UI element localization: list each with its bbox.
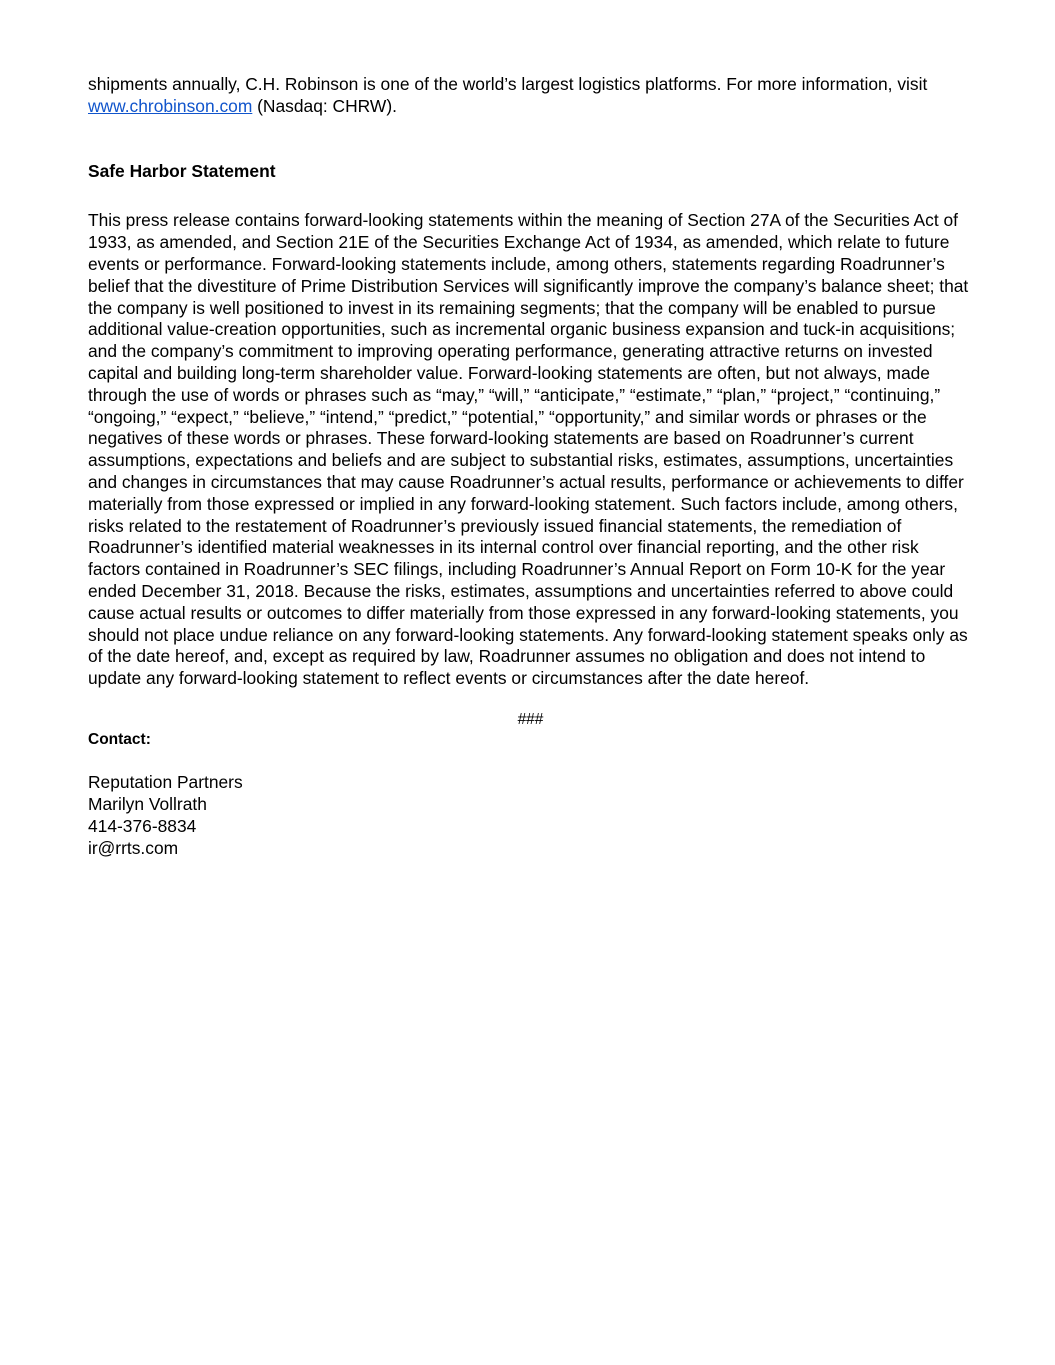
chrobinson-link[interactable]: www.chrobinson.com: [88, 95, 253, 116]
intro-text: shipments annually, C.H. Robinson is one of the world’s largest logistics platforms. For more information, visit: [88, 74, 928, 94]
document-page: [88, 74, 973, 859]
contact-email: ir@rrts.com: [88, 837, 179, 858]
contact-company: Reputation Partners: [88, 771, 243, 792]
safe-harbor-body: This press release contains forward-looking statements within the meaning of Section 27A of the Securities Act of 1933, as amended, and Section 21E of the Securities Exchange Act of 1934, as amended, which relate to future events or performance. Forward-looking statements include, among others, statements regarding Roadrunner’s belief that the divestiture of Prime Distribution Services will significantly improve the company’s balance sheet; that the company is well positioned to invest in its remaining segments; that the company will be enabled to pursue additional value-creation opportunities, such as incremental organic business expansion and tuck-in acquisitions; and the company’s commitment to improving operating performance, generating attractive returns on invested capital and building long-term shareholder value. Forward-looking statements are often, but not always, made through the use of words or phrases such as “may,” “will,” “anticipate,” “estimate,” “plan,” “project,” “continuing,” “ongoing,” “expect,” “believe,” “intend,” “predict,” “potential,” “opportunity,” and similar words or phrases or the negatives of these words or phrases. These forward-looking statements are based on Roadrunner’s current assumptions, expectations and beliefs and are subject to substantial risks, estimates, assumptions, uncertainties and changes in circumstances that may cause Roadrunner’s actual results, performance or achievements to differ materially from those expressed or implied in any forward-looking statement. Such factors include, among others, risks related to the restatement of Roadrunner’s previously issued financial statements, the remediation of Roadrunner’s identified material weaknesses in its internal control over financial reporting, and the other risk factors contained in Roadrunner’s SEC filings, including Roadrunner’s Annual Report on Form 10-K for the year ended December 31, 2018. Because the risks, estimates, assumptions and uncertainties referred to above could cause actual results or outcomes to differ materially from those expressed in any forward-looking statements, you should not place undue reliance on any forward-looking statements. Any forward-looking statement speaks only as of the date hereof, and, except as required by law, Roadrunner assumes no obligation and does not intend to update any forward-looking statement to reflect events or circumstances after the date hereof.: [88, 210, 969, 689]
section-divider: ###: [517, 710, 544, 728]
contact-name: Marilyn Vollrath: [88, 793, 207, 814]
contact-block: [88, 771, 973, 859]
safe-harbor-heading: Safe Harbor Statement: [88, 160, 276, 181]
contact-phone: 414-376-8834: [88, 815, 197, 836]
intro-text-end: (Nasdaq: CHRW).: [252, 95, 397, 116]
intro-paragraph: [88, 74, 973, 118]
contact-label: Contact:: [88, 730, 151, 748]
